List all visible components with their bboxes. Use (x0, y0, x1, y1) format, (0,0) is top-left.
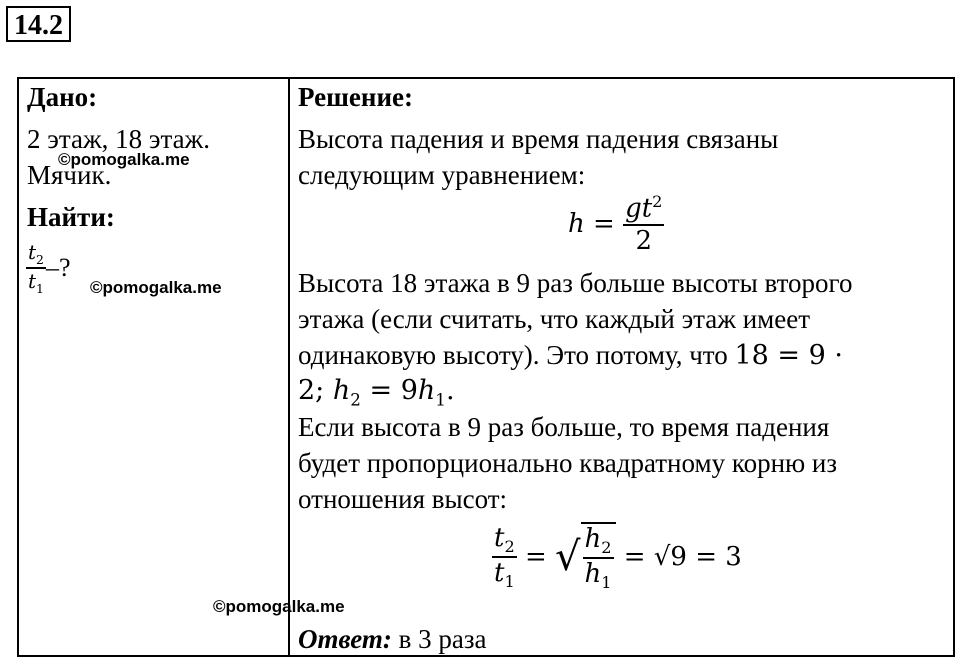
given-line-2: Мячик. (27, 160, 112, 190)
given-heading: Дано: (27, 82, 98, 112)
find-heading: Найти: (27, 202, 115, 232)
ratio-equation: 18 = 9 · (734, 340, 843, 371)
equals-nine: = 9 (369, 375, 418, 406)
t2-over-t1-fraction: $\frac{t_2}{t_1}$ (28, 240, 44, 296)
solution-text-line: этажа (если считать, что каждый этаж имеет (298, 304, 810, 334)
solution-text-line: Высота падения и время падения связаны (298, 124, 779, 154)
solution-text-fragment: одинаковую высоту). Это потому, что (298, 340, 735, 370)
gt2-over-2-fraction: $\frac{gt^2}{2}$ (625, 192, 663, 256)
solution-text-line: следующим уравнением: (298, 160, 586, 190)
find-suffix: –? (45, 253, 71, 282)
solution-text-line (298, 338, 843, 373)
answer-line (298, 622, 487, 656)
solution-text-line: отношения высот: (298, 484, 508, 514)
watermark: ©pomogalka.me (213, 597, 345, 616)
square-root: √ $\frac{h_2}{h_1}$ (555, 522, 616, 592)
ratio-equation-end: 2; (298, 375, 325, 406)
answer-label: Ответ: (298, 624, 392, 654)
t2-over-t1-fraction: $\frac{t_2}{t_1}$ (494, 523, 515, 592)
formula-result: = √9 = 3 (623, 542, 742, 573)
watermark: ©pomogalka.me (90, 278, 222, 297)
column-divider (288, 77, 290, 657)
time-ratio-formula: $\frac{t_2}{t_1}$ = √ $\frac{h_2}{h_1}$ = √9 = 3 (494, 523, 742, 593)
problem-number: 14.2 (6, 6, 71, 42)
solution-heading: Решение: (298, 82, 413, 112)
solution-text-line: Если высота в 9 раз больше, то время падения (298, 412, 830, 442)
height-relation: 2; $h_2 = 9h_1$. (298, 375, 455, 410)
fall-height-formula: h = $\frac{gt^2}{2}$ (568, 192, 663, 256)
solution-text-line: будет пропорционально квадратному корню из (298, 448, 838, 478)
watermark: ©pomogalka.me (58, 150, 190, 169)
given-line-1: 2 этаж, 18 этаж. (27, 124, 210, 154)
solution-text-line: Высота 18 этажа в 9 раз больше высоты второго (298, 268, 853, 298)
find-expression (26, 240, 70, 296)
answer-value: в 3 раза (391, 624, 487, 654)
